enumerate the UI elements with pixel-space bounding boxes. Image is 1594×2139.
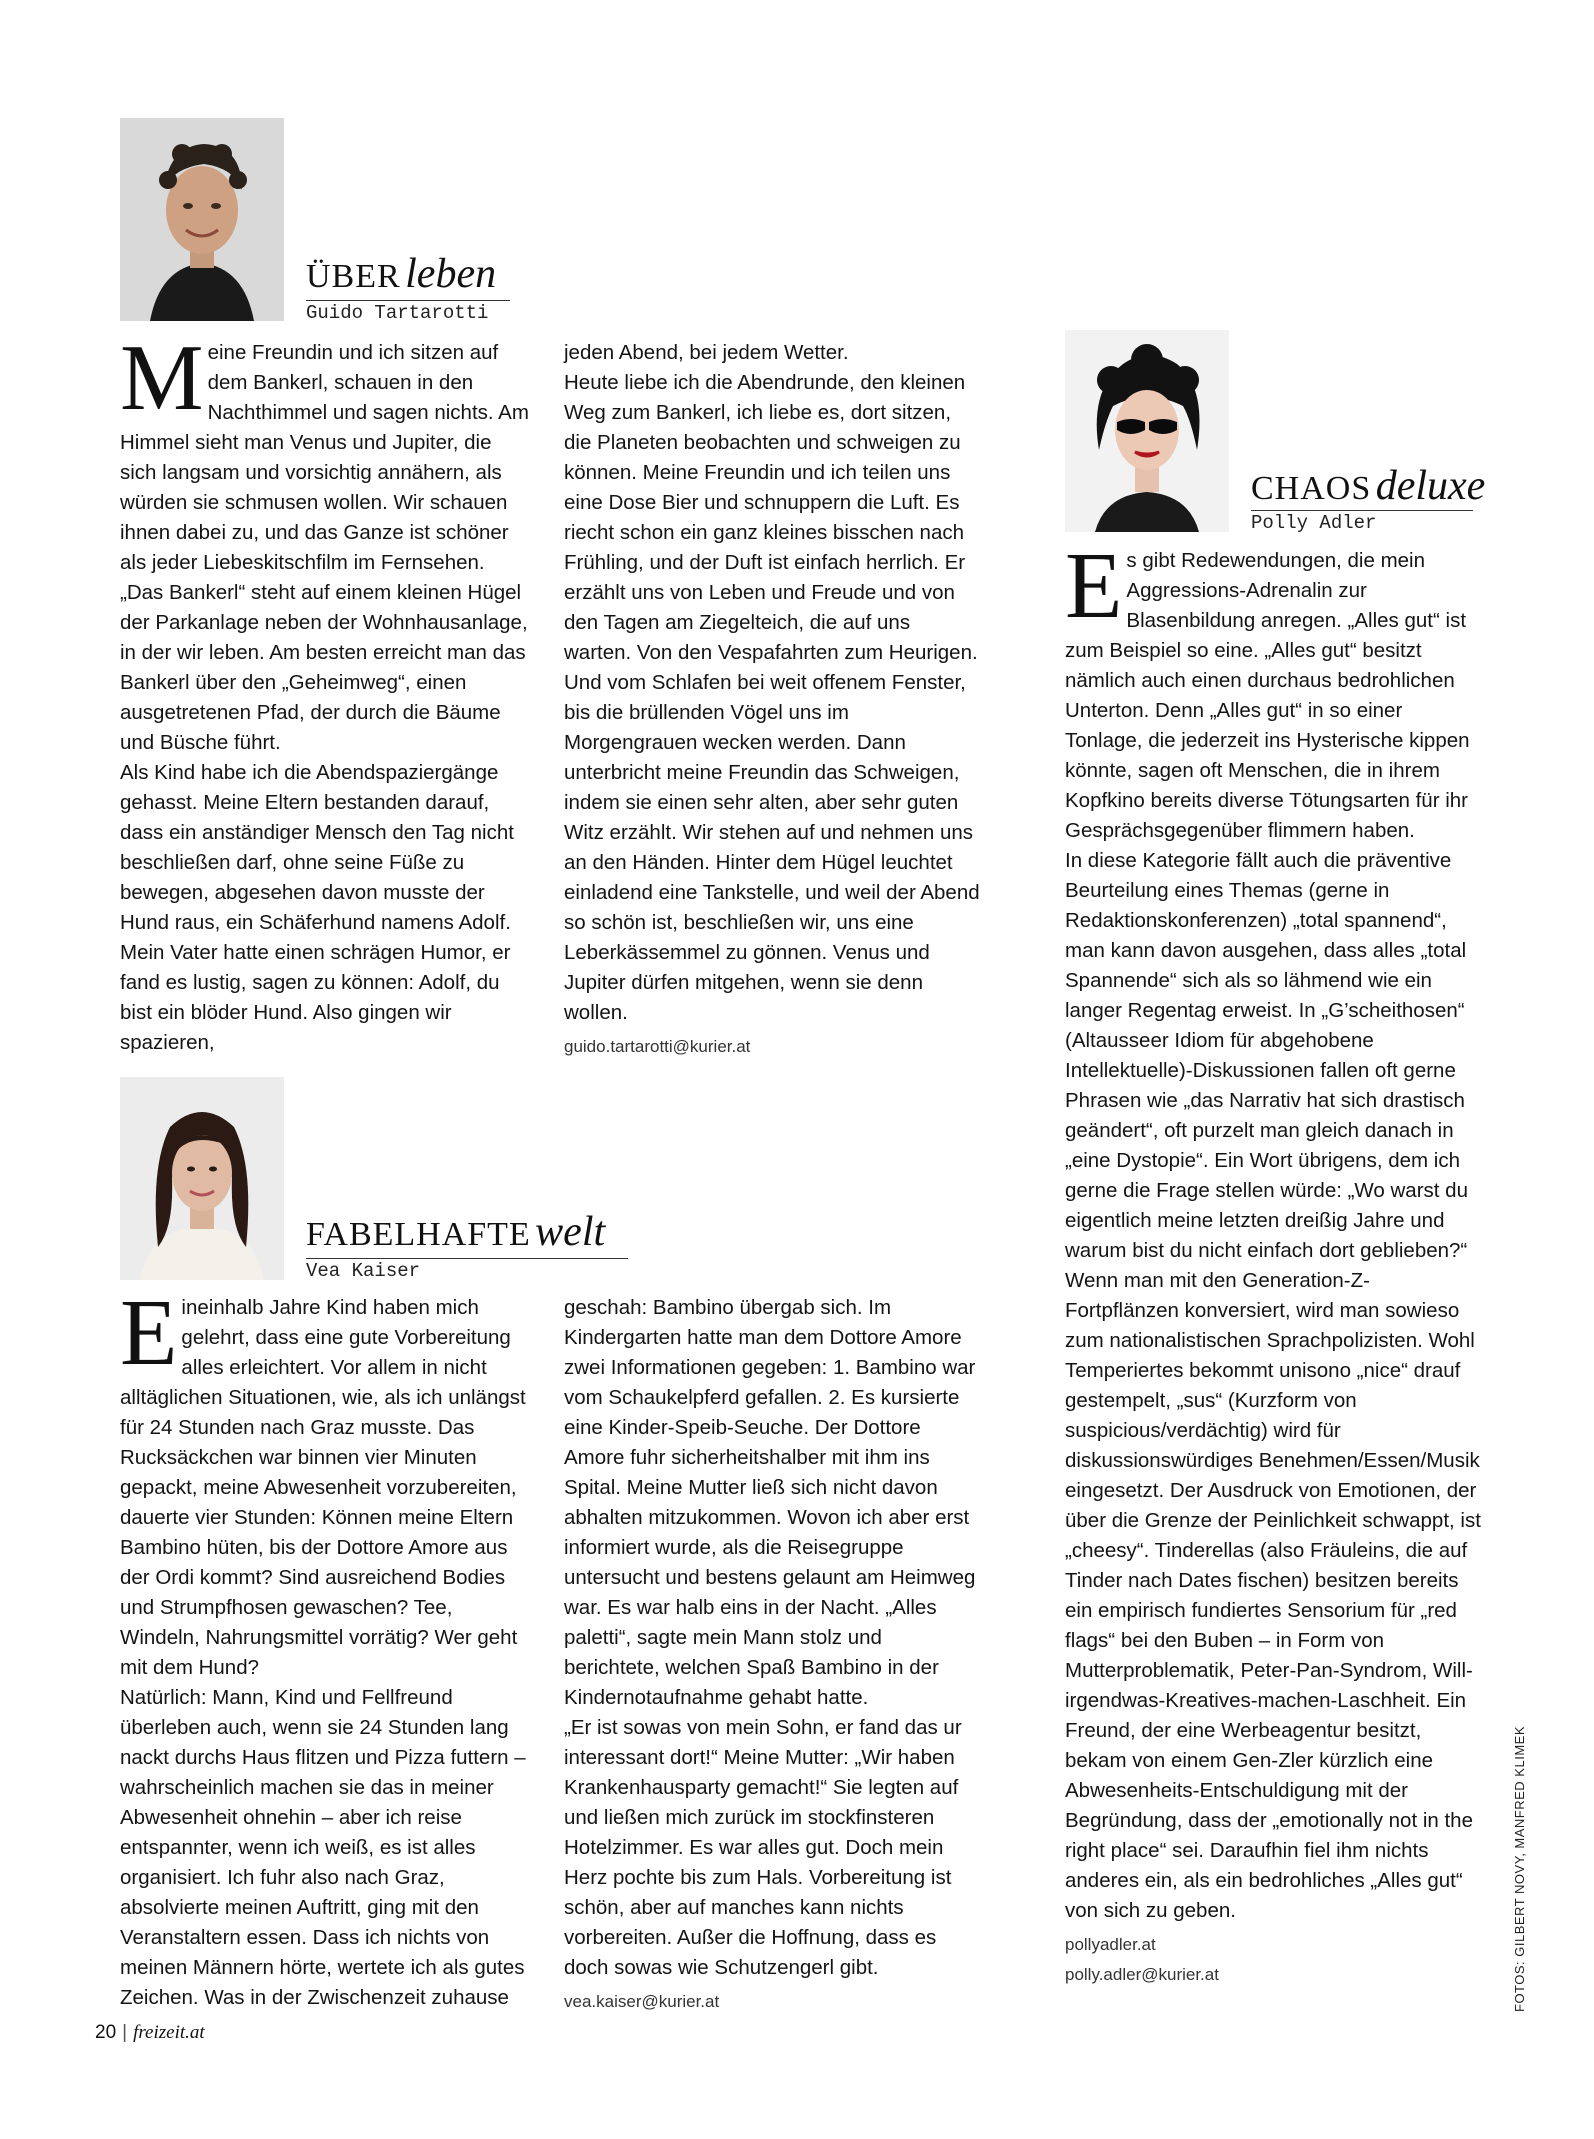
author-email[interactable]: guido.tartarotti@kurier.at — [564, 1037, 751, 1056]
article-paragraph: In diese Kategorie fällt auch die präventive Beurteilung eines Themas (gerne in Redaktionskonferenzen) „total spannend“, man kann davon ausgehen, dass alles „total Spannende“ sich als so lähmend wie ein langer Regentag erweist. In „G’scheithosen“ (Altausseer Idiom für abgehobene Intellektuelle)-Diskussionen fallen oft gerne Phrasen wie „das Narrativ hat sich drastisch geändert“, oft purzelt man gleich danach in „eine Dystopie“. Ein Wort übrigens, dem ich gerne die Frage stellen würde: „Wo warst du eigentlich meine letzten dreißig Jahre und warum bist du nicht einfach dort geblieben?“ — [1065, 849, 1468, 1262]
drop-cap: E — [120, 1281, 178, 1385]
column-title-fabelhafte-welt — [306, 1208, 605, 1256]
title-italic: welt — [535, 1209, 606, 1255]
article-text-col3 — [1065, 534, 1481, 1990]
title-italic: leben — [405, 251, 497, 297]
title-underline — [306, 300, 510, 301]
author-photo-polly-adler — [1065, 330, 1229, 532]
photo-credit: FOTOS: GILBERT NOVY, MANFRED KLIMEK — [1512, 1726, 1527, 2012]
article-paragraph: jeden Abend, bei jedem Wetter. — [564, 341, 849, 364]
article-text-col2 — [564, 1293, 980, 2017]
article-paragraph: Natürlich: Mann, Kind und Fellfreund überleben auch, wenn sie 24 Stunden lang nackt durchs Haus flitzen und Pizza futtern – wahrscheinlich machen sie das in meiner Abwesenheit ohnehin – aber ich reise entspannter, wenn ich weiß, es ist alles organisiert. Ich fuhr also nach Graz, absolvierte meinen Auftritt, ging mit den Veranstaltern essen. Dass ich nichts von meinen Männern hörte, wertete ich als gutes Zeichen. Was in der Zwischenzeit zuhause — [120, 1686, 526, 2009]
author-photo-vea-kaiser — [120, 1077, 284, 1280]
portrait-woman-sunglasses-image — [1065, 330, 1229, 532]
title-italic: deluxe — [1375, 463, 1486, 509]
article-paragraph: Eineinhalb Jahre Kind haben mich gelehrt, dass eine gute Vorbereitung alles erleichtert. Vor allem in nicht alltäglichen Situationen, wie, als ich unlängst für 24 Stunden nach Graz musste. Das Rucksäckchen war binnen vier Minuten gepackt, meine Abwesenheit vorzubereiten, dauerte vier Stunden: Können meine Eltern Bambino hüten, bis der Dottore Amore aus der Ordi kommt? Sind ausreichend Bodies und Strumpfhosen gewaschen? Tee, Windeln, Nahrungsmittel vorrätig? Wer geht mit dem Hund? — [120, 1281, 526, 1679]
portrait-woman-image — [120, 1077, 284, 1280]
article-paragraph: Heute liebe ich die Abendrunde, den kleinen Weg zum Bankerl, ich liebe es, dort sitzen, die Planeten beobachten und schweigen zu können. Meine Freundin und ich teilen uns eine Dose Bier und schnuppern die Luft. Es riecht schon ein ganz kleines bisschen nach Frühling, und der Duft ist einfach herrlich. Er erzählt uns von Leben und Freude und von den Tagen am Ziegelteich, die auf uns warten. Von den Vespafahrten zum Heurigen. Und vom Schlafen bei weit offenem Fenster, bis die brüllenden Vögel uns im Morgengrauen wecken werden. Dann unterbricht meine Freundin das Schweigen, indem sie einen sehr alten, aber sehr guten Witz erzählt. Wir stehen auf und nehmen uns an den Händen. Hinter dem Hügel leuchtet einladend eine Tankstelle, und weil der Abend so schön ist, beschließen wir, uns eine Leberkässemmel zu gönnen. Venus und Jupiter dürfen mitgehen, wenn sie denn wollen. — [564, 371, 980, 1024]
author-email[interactable]: vea.kaiser@kurier.at — [564, 1992, 720, 2011]
article-paragraph: geschah: Bambino übergab sich. Im Kindergarten hatte man dem Dottore Amore zwei Informationen gegeben: 1. Bambino war vom Schaukelpferd gefallen. 2. Es kursierte eine Kinder-Speib-Seuche. Der Dottore Amore fuhr sicherheitshalber mit ihm ins Spital. Meine Mutter ließ sich nicht davon abhalten mitzukommen. Wovon ich aber erst informiert wurde, als die Reisegruppe untersucht und bestens gelaunt am Heimweg war. Es war halb eins in der Nacht. „Alles paletti“, sagte mein Mann stolz und berichtete, welchen Spaß Bambino in der Kindernotaufnahme gehabt hatte. — [564, 1296, 976, 1709]
article-text-col1 — [120, 326, 532, 1058]
title-underline — [306, 1258, 628, 1259]
title-caps: FABELHAFTE — [306, 1216, 531, 1253]
column-title-chaos-deluxe — [1251, 462, 1485, 510]
article-text-col2 — [564, 338, 980, 1062]
drop-cap: E — [1065, 534, 1123, 638]
brand-name[interactable]: freizeit.at — [133, 2022, 205, 2043]
article-paragraph: „Das Bankerl“ steht auf einem kleinen Hügel der Parkanlage neben der Wohnhausanlage, in der wir leben. Am besten erreicht man das Bankerl über den „Geheimweg“, einen ausgetretenen Pfad, der durch die Bäume und Büsche führt. — [120, 581, 528, 754]
drop-cap: M — [120, 326, 204, 430]
portrait-man-image — [120, 118, 284, 321]
author-photo-guido-tartarotti — [120, 118, 284, 321]
article-paragraph: „Er ist sowas von mein Sohn, er fand das ur interessant dort!“ Meine Mutter: „Wir haben Krankenhausparty gemacht!“ Sie legten auf und ließen mich zurück im stockfinsteren Hotelzimmer. Es war alles gut. Doch mein Herz pochte bis zum Hals. Vorbereitung ist schön, aber auf manches kann nichts vorbereiten. Außer die Hoffnung, dass es doch sowas wie Schutzengerl gibt. — [564, 1716, 962, 1979]
title-caps: ÜBER — [306, 258, 401, 295]
title-underline — [1251, 510, 1473, 511]
author-name: Guido Tartarotti — [306, 302, 489, 324]
author-website[interactable]: pollyadler.at — [1065, 1935, 1156, 1954]
title-caps: CHAOS — [1251, 470, 1372, 507]
author-name: Polly Adler — [1251, 512, 1377, 534]
column-title-ueber-leben — [306, 250, 496, 298]
article-paragraph: Als Kind habe ich die Abendspaziergänge gehasst. Meine Eltern bestanden darauf, dass ein anständiger Mensch den Tag nicht beschließen darf, ohne seine Füße zu bewegen, abgesehen davon musste der Hund raus, ein Schäferhund namens Adolf. Mein Vater hatte einen schrägen Humor, er fand es lustig, sagen zu können: Adolf, du bist ein blöder Hund. Also gingen wir spazieren, — [120, 761, 514, 1054]
article-paragraph: Meine Freundin und ich sitzen auf dem Bankerl, schauen in den Nachthimmel und sagen nichts. Am Himmel sieht man Venus und Jupiter, die sich langsam und vorsichtig annähern, als würden sie schmusen wollen. Wir schauen ihnen dabei zu, und das Ganze ist schöner als jeder Liebeskitschfilm im Fernsehen. — [120, 326, 529, 574]
author-name: Vea Kaiser — [306, 1260, 421, 1282]
author-email[interactable]: polly.adler@kurier.at — [1065, 1965, 1219, 1984]
article-text-col1 — [120, 1281, 532, 2013]
article-paragraph: Wenn man mit den Generation-Z-Fortpflänzen konversiert, wird man sowieso zum nationalistischen Sprachpolizisten. Wohl Temperiertes bekommt unisono „nice“ drauf gestempelt, „sus“ (Kurzform von suspicious/verdächtig) wird für diskussionswürdiges Benehmen/Essen/Musik eingesetzt. Der Ausdruck von Emotionen, der über die Grenze der Peinlichkeit schwappt, ist „cheesy“. Tinderellas (also Fräuleins, die auf Tinder nach Dates fischen) besitzen bereits ein empirisch fundiertes Sensorium für „red flags“ bei den Buben – in Form von Mutterproblematik, Peter-Pan-Syndrom, Will-irgendwas-Kreatives-machen-Laschheit. Ein Freund, der eine Werbeagentur besitzt, bekam von einem Gen-Zler kürzlich eine Abwesenheits-Entschuldigung mit der Begründung, dass der „emotionally not in the right place“ sei. Daraufhin fiel ihm nichts anderes ein, als ein bedrohliches „Alles gut“ von sich zu geben. — [1065, 1269, 1481, 1922]
footer-separator: | — [122, 2022, 128, 2043]
article-paragraph: Es gibt Redewendungen, die mein Aggressions-Adrenalin zur Blasenbildung anregen. „Alles gut“ ist zum Beispiel so eine. „Alles gut“ besitzt nämlich auch einen durchaus bedrohlichen Unterton. Denn „Alles gut“ in so einer Tonlage, die jederzeit ins Hysterische kippen könnte, sagen oft Menschen, die in ihrem Kopfkino bereits diverse Tötungsarten für ihr Gesprächsgegenüber flimmern haben. — [1065, 534, 1470, 842]
page-number: 20 — [95, 2022, 117, 2043]
page-footer — [95, 2022, 205, 2044]
